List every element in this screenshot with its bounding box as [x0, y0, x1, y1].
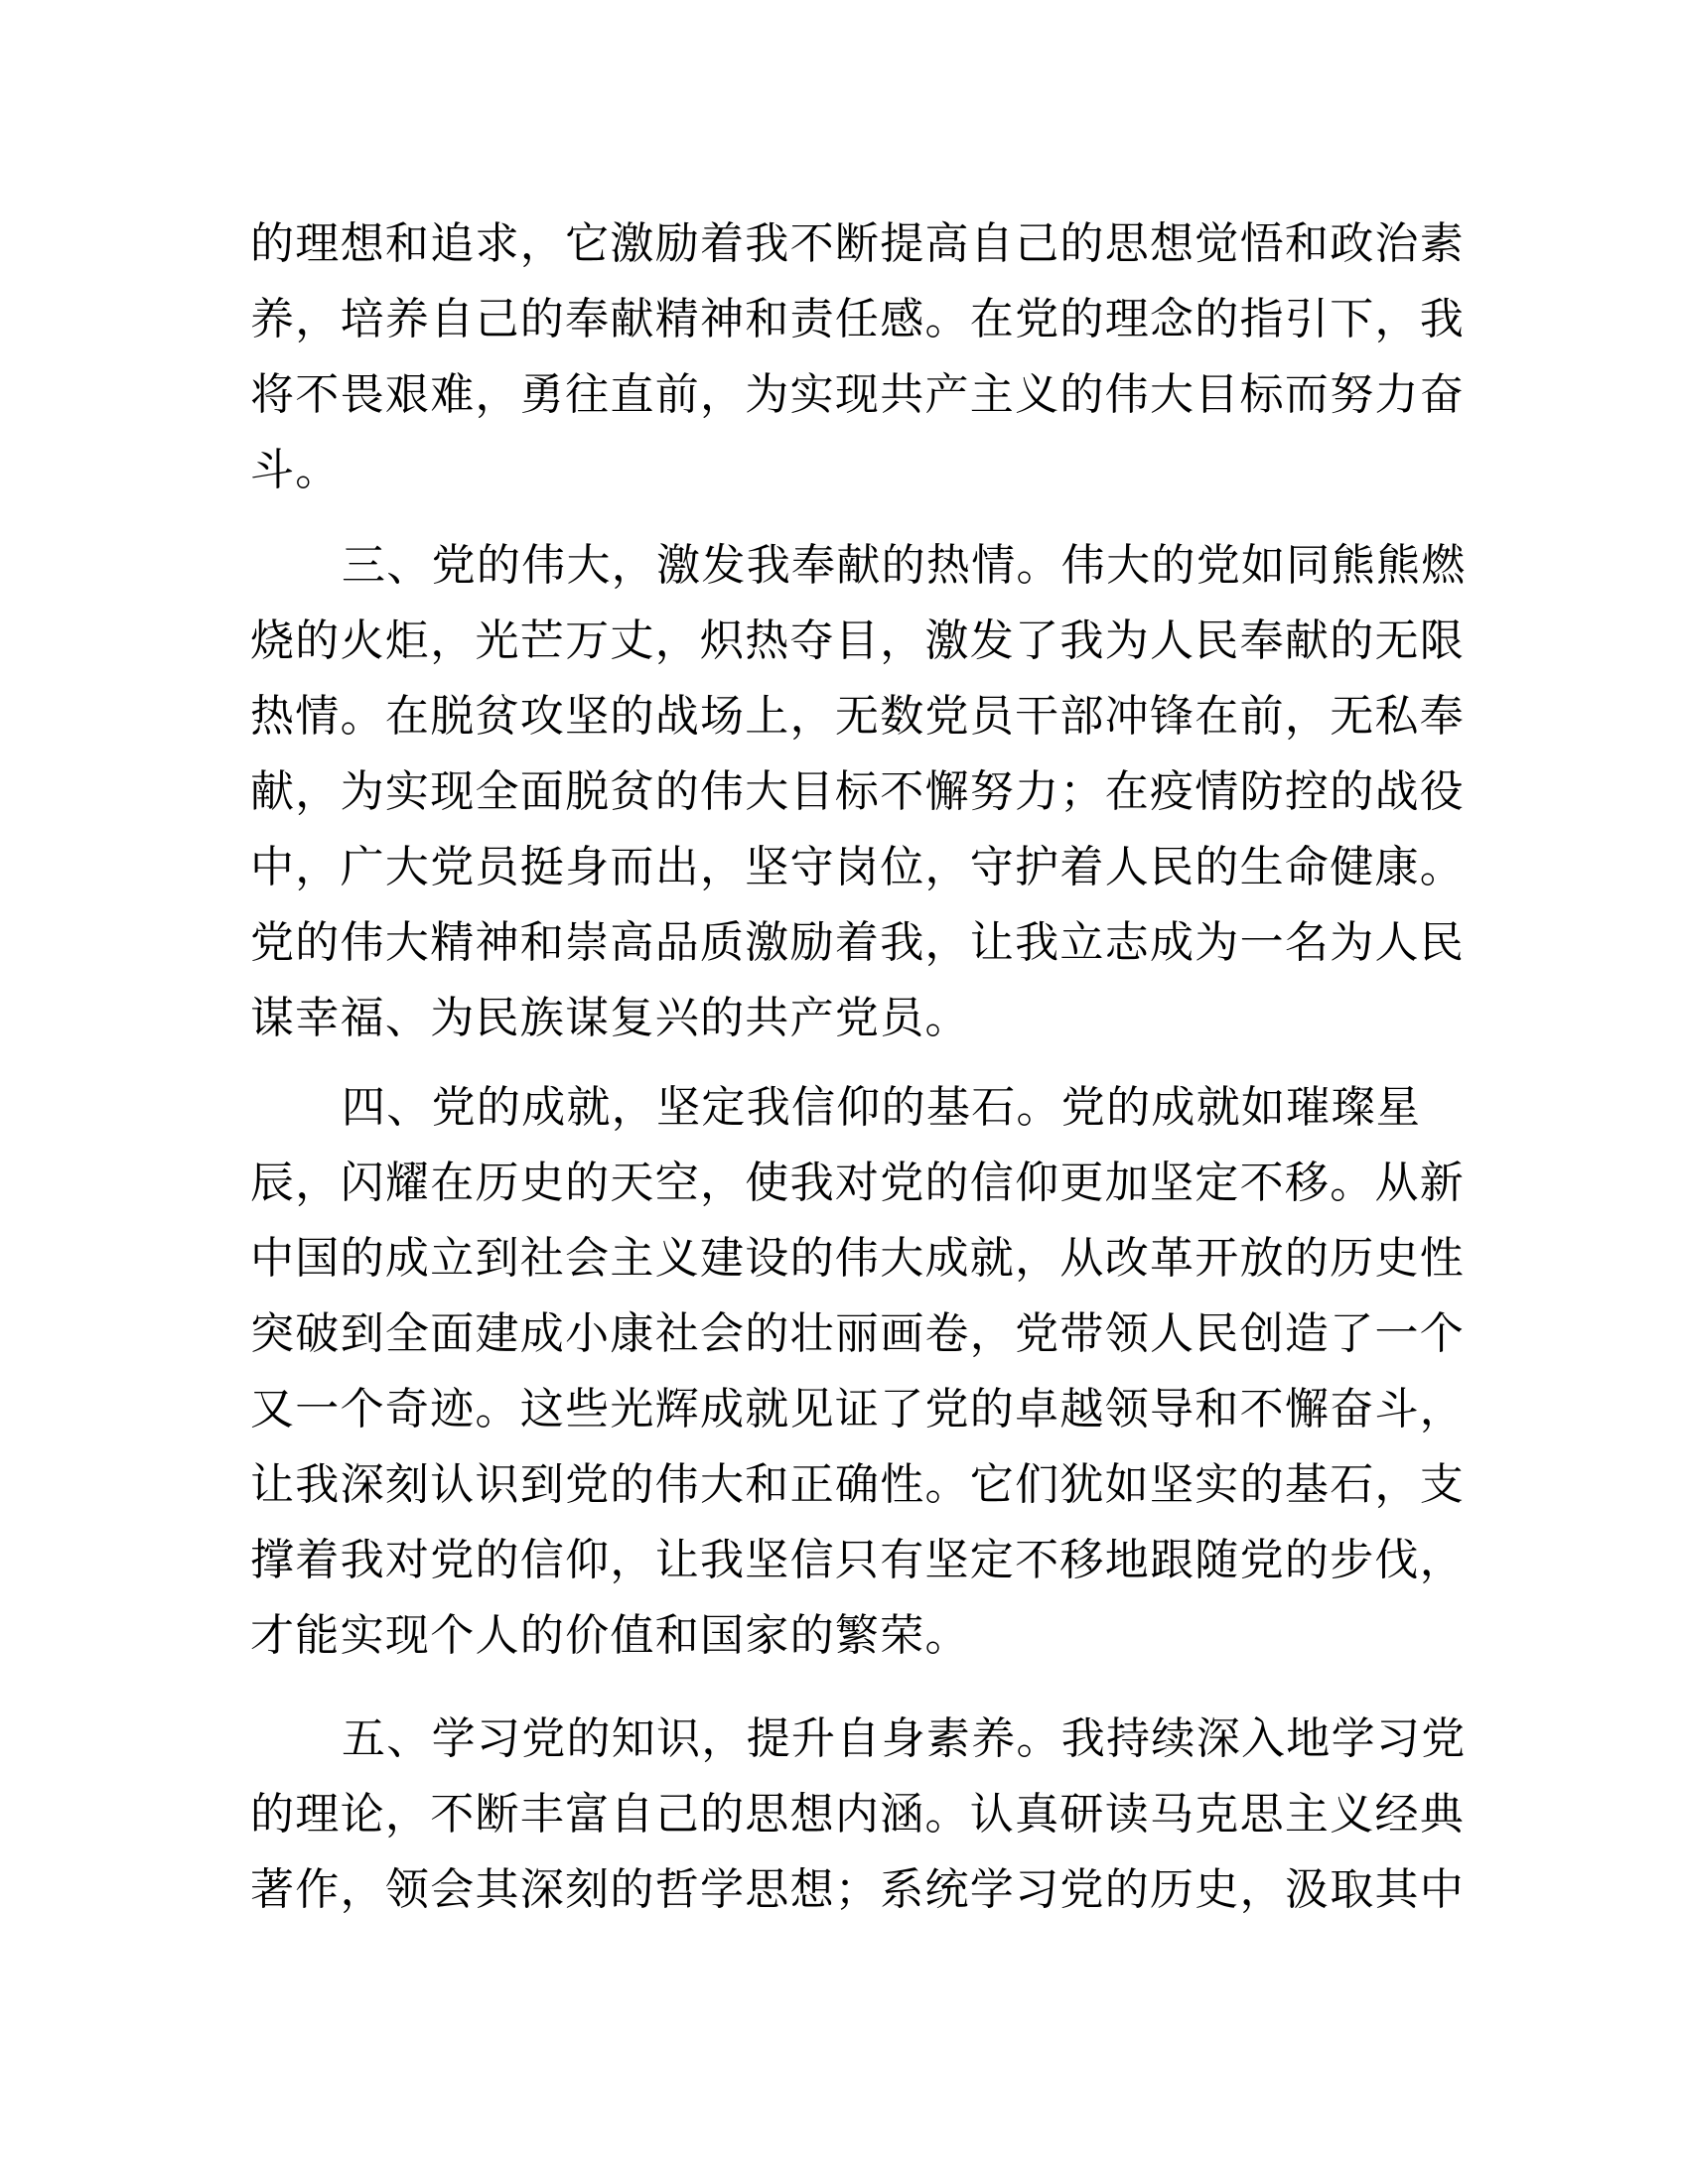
- text-line: 将不畏艰难，勇往直前，为实现共产主义的伟大目标而努力奋: [250, 369, 1466, 420]
- text-line: 辰，闪耀在历史的天空，使我对党的信仰更加坚定不移。从新: [250, 1158, 1466, 1208]
- text-line: 突破到全面建成小康社会的壮丽画卷，党带领人民创造了一个: [250, 1308, 1466, 1359]
- paragraph-section-5: [250, 1702, 1467, 1928]
- text-line: 养，培养自己的奉献精神和责任感。在党的理念的指引下，我: [250, 294, 1466, 344]
- text-line: 谋幸福、为民族谋复兴的共产党员。: [250, 993, 970, 1043]
- text-line: 献，为实现全面脱贫的伟大目标不懈努力；在疫情防控的战役: [250, 766, 1466, 817]
- text-line: 才能实现个人的价值和国家的繁荣。: [250, 1610, 970, 1661]
- text-line: 烧的火炬，光芒万丈，炽热夺目，激发了我为人民奉献的无限: [250, 615, 1466, 666]
- text-line: 中国的成立到社会主义建设的伟大成就，从改革开放的历史性: [250, 1233, 1466, 1284]
- paragraph-section-4: [250, 1070, 1466, 1674]
- paragraph-first-line: 五、学习党的知识，提升自身素养。我持续深入地学习党: [342, 1713, 1467, 1764]
- text-line: 著作，领会其深刻的哲学思想；系统学习党的历史，汲取其中: [250, 1864, 1466, 1915]
- text-line: 热情。在脱贫攻坚的战场上，无数党员干部冲锋在前，无私奉: [250, 691, 1466, 742]
- paragraph-continuation: [250, 206, 1466, 508]
- text-line: 中，广大党员挺身而出，坚守岗位，守护着人民的生命健康。: [250, 842, 1466, 892]
- text-line: 的理论，不断丰富自己的思想内涵。认真研读马克思主义经典: [250, 1789, 1466, 1840]
- text-line: 党的伟大精神和崇高品质激励着我，让我立志成为一名为人民: [250, 917, 1466, 968]
- text-line: 的理想和追求，它激励着我不断提高自己的思想觉悟和政治素: [250, 218, 1466, 269]
- paragraph-section-3: [250, 528, 1467, 1056]
- text-line: 让我深刻认识到党的伟大和正确性。它们犹如坚实的基石，支: [250, 1459, 1466, 1510]
- text-line: 撑着我对党的信仰，让我坚信只有坚定不移地跟随党的步伐，: [250, 1535, 1466, 1585]
- text-line: 斗。: [250, 445, 341, 495]
- paragraph-first-line: 三、党的伟大，激发我奉献的热情。伟大的党如同熊熊燃: [342, 540, 1467, 591]
- text-line: 又一个奇迹。这些光辉成就见证了党的卓越领导和不懈奋斗，: [250, 1384, 1466, 1434]
- paragraph-first-line: 四、党的成就，坚定我信仰的基石。党的成就如璀璨星: [342, 1082, 1422, 1133]
